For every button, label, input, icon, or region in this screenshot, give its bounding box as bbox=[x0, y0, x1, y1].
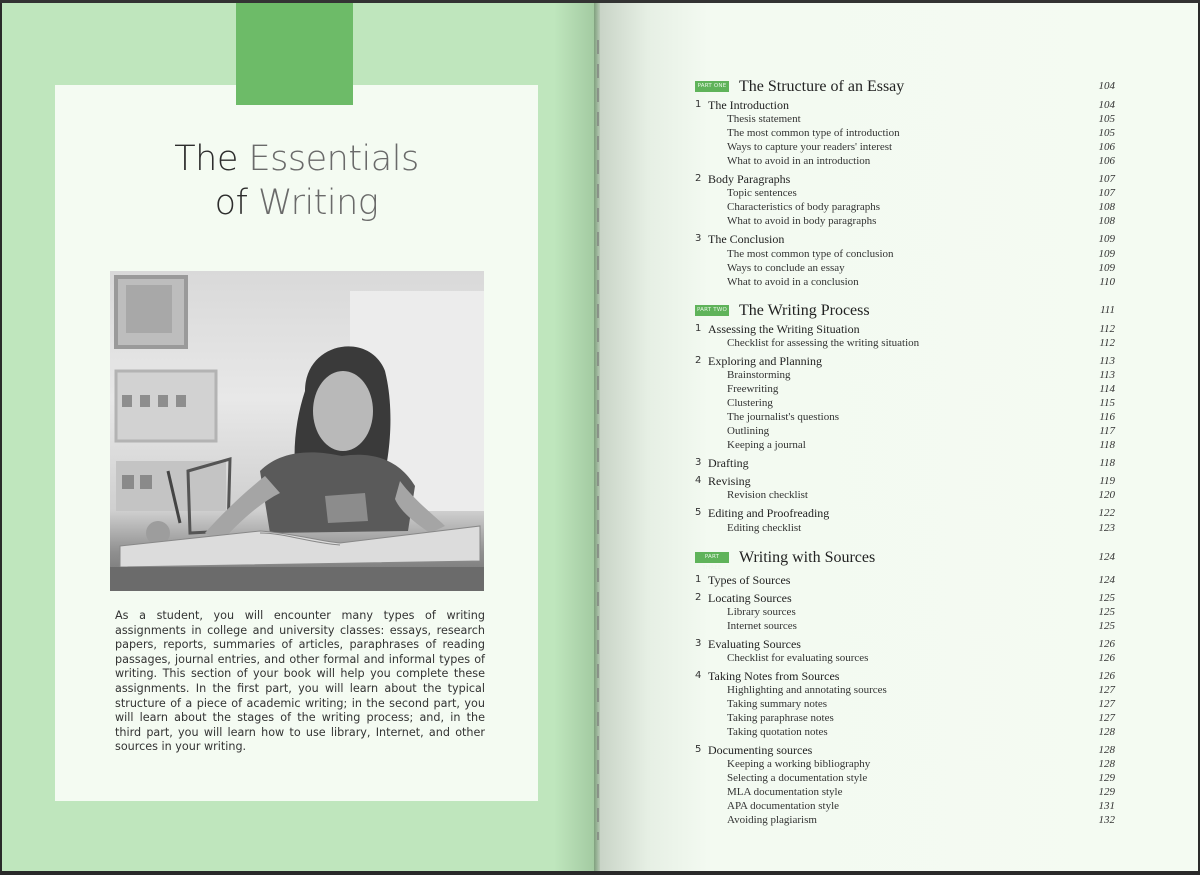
subsection-title: What to avoid in a conclusion bbox=[727, 275, 859, 288]
page-number: 127 bbox=[1098, 712, 1115, 725]
page-number: 128 bbox=[1098, 726, 1115, 739]
page-number: 116 bbox=[1099, 410, 1115, 423]
toc-subsection[interactable] bbox=[695, 410, 1115, 424]
student-writing-photo bbox=[110, 271, 484, 591]
page-number: 123 bbox=[1098, 521, 1115, 534]
page-number: 125 bbox=[1098, 619, 1115, 632]
intro-paragraph: As a student, you will encounter many types of writing assignments in college and university classes: essays, research papers, reports, summaries of articles, paraphrases of reading passages, journal entries, and other formal and informal types of writing. This section of your book will help you complete these assignments. In the first part, you will learn about the typical structure of a piece of academic writing; in the second part, you will learn about the stages of the writing process; and, in the third part, you will learn how to use library, Internet, and other sources in your writing. bbox=[115, 609, 485, 754]
subsection-title: Selecting a documentation style bbox=[727, 772, 868, 785]
toc-subsection[interactable] bbox=[695, 651, 1115, 665]
subsection-title: Avoiding plagiarism bbox=[727, 814, 817, 827]
toc-subsection[interactable] bbox=[695, 396, 1115, 410]
page-number: 108 bbox=[1098, 201, 1115, 214]
subsection-title: Brainstorming bbox=[727, 368, 791, 381]
chapter-number: 3 bbox=[695, 456, 702, 468]
toc-subsection[interactable] bbox=[695, 799, 1115, 813]
page-number: 114 bbox=[1099, 382, 1115, 395]
chapter-title: Revising bbox=[708, 474, 751, 489]
title-word: Writing bbox=[258, 183, 379, 223]
chapter-title: Locating Sources bbox=[708, 590, 792, 605]
page-number: 122 bbox=[1098, 507, 1115, 520]
page-number: 119 bbox=[1099, 475, 1115, 488]
toc-chapter[interactable] bbox=[695, 354, 1115, 368]
toc-subsection[interactable] bbox=[695, 200, 1115, 214]
toc-subsection[interactable] bbox=[695, 521, 1115, 535]
page-number: 128 bbox=[1098, 744, 1115, 757]
page-number: 118 bbox=[1099, 456, 1115, 469]
toc-subsection[interactable] bbox=[695, 112, 1115, 126]
toc-subsection[interactable] bbox=[695, 757, 1115, 771]
page-number: 113 bbox=[1099, 354, 1115, 367]
subsection-title: Taking paraphrase notes bbox=[727, 712, 834, 725]
toc-subsection[interactable] bbox=[695, 711, 1115, 725]
subsection-title: APA documentation style bbox=[727, 800, 840, 813]
chapter-number: 2 bbox=[695, 173, 702, 185]
page-number: 126 bbox=[1098, 652, 1115, 665]
page-number: 131 bbox=[1098, 800, 1115, 813]
subsection-title: Checklist for evaluating sources bbox=[727, 652, 869, 665]
page-number: 127 bbox=[1098, 698, 1115, 711]
chapter-title: Drafting bbox=[708, 455, 749, 470]
page-number: 128 bbox=[1098, 758, 1115, 771]
part-badge: PART THREE bbox=[695, 552, 729, 563]
chapter-title: Body Paragraphs bbox=[708, 172, 791, 187]
page-number: 104 bbox=[1098, 80, 1115, 92]
subsection-title: Thesis statement bbox=[727, 113, 801, 126]
chapter-number: 4 bbox=[695, 475, 702, 487]
subsection-title: Outlining bbox=[727, 424, 770, 437]
page-number: 105 bbox=[1098, 113, 1115, 126]
page-number: 110 bbox=[1099, 275, 1115, 288]
green-tab-decoration bbox=[236, 3, 353, 105]
subsection-title: The most common type of introduction bbox=[727, 127, 900, 140]
page-number: 132 bbox=[1098, 814, 1115, 827]
part-title: Writing with Sources bbox=[739, 548, 876, 566]
section-title bbox=[55, 137, 538, 225]
page-number: 125 bbox=[1098, 591, 1115, 604]
subsection-title: Revision checklist bbox=[727, 489, 808, 502]
toc-subsection[interactable] bbox=[695, 368, 1115, 382]
page-number: 104 bbox=[1098, 99, 1115, 111]
page-number: 111 bbox=[1100, 303, 1115, 316]
subsection-title: Keeping a journal bbox=[727, 438, 806, 451]
page-number: 127 bbox=[1098, 684, 1115, 697]
subsection-title: Taking quotation notes bbox=[727, 726, 828, 739]
page-number: 109 bbox=[1098, 233, 1115, 246]
toc-subsection[interactable] bbox=[695, 154, 1115, 168]
chapter-number: 2 bbox=[695, 591, 702, 603]
toc-chapter[interactable] bbox=[695, 456, 1115, 470]
chapter-title: Exploring and Planning bbox=[708, 353, 822, 368]
right-page bbox=[600, 3, 1198, 871]
chapter-number: 3 bbox=[695, 233, 702, 245]
subsection-title: Clustering bbox=[727, 396, 773, 409]
toc-subsection[interactable] bbox=[695, 140, 1115, 154]
toc-subsection[interactable] bbox=[695, 785, 1115, 799]
toc-part[interactable] bbox=[695, 300, 1115, 322]
subsection-title: Highlighting and annotating sources bbox=[727, 684, 887, 697]
toc-subsection[interactable] bbox=[695, 619, 1115, 633]
toc-part[interactable] bbox=[695, 547, 1115, 569]
title-word: Essentials bbox=[248, 139, 419, 179]
toc-subsection[interactable] bbox=[695, 683, 1115, 697]
part-title: The Structure of an Essay bbox=[739, 78, 905, 95]
chapter-number: 5 bbox=[695, 507, 702, 519]
toc-chapter[interactable] bbox=[695, 232, 1115, 246]
toc-chapter[interactable] bbox=[695, 573, 1115, 587]
toc-subsection[interactable] bbox=[695, 424, 1115, 438]
page-number: 109 bbox=[1098, 261, 1115, 274]
subsection-title: Ways to conclude an essay bbox=[727, 261, 845, 274]
chapter-title: Editing and Proofreading bbox=[708, 506, 830, 521]
subsection-title: The most common type of conclusion bbox=[727, 247, 894, 260]
page-number: 124 bbox=[1098, 550, 1115, 563]
subsection-title: What to avoid in body paragraphs bbox=[727, 215, 877, 228]
part-badge: PART TWO bbox=[695, 305, 729, 316]
subsection-title: Taking summary notes bbox=[727, 698, 828, 711]
title-word: The bbox=[174, 139, 249, 179]
toc-subsection[interactable] bbox=[695, 247, 1115, 261]
toc-subsection[interactable] bbox=[695, 126, 1115, 140]
white-panel bbox=[55, 85, 538, 801]
left-page bbox=[2, 3, 594, 871]
toc-subsection[interactable] bbox=[695, 725, 1115, 739]
toc-part[interactable] bbox=[695, 76, 1115, 98]
subsection-title: Freewriting bbox=[727, 382, 779, 395]
toc-chapter[interactable] bbox=[695, 743, 1115, 757]
toc-subsection[interactable] bbox=[695, 697, 1115, 711]
chapter-title: Documenting sources bbox=[708, 743, 813, 758]
subsection-title: MLA documentation style bbox=[727, 786, 843, 799]
toc-chapter[interactable] bbox=[695, 98, 1115, 112]
chapter-title: The Conclusion bbox=[708, 232, 785, 247]
page-number: 106 bbox=[1098, 141, 1115, 154]
subsection-title: Topic sentences bbox=[727, 187, 797, 200]
toc-subsection[interactable] bbox=[695, 771, 1115, 785]
page-number: 118 bbox=[1099, 438, 1115, 451]
toc-chapter[interactable] bbox=[695, 506, 1115, 520]
toc-chapter[interactable] bbox=[695, 669, 1115, 683]
chapter-number: 3 bbox=[695, 637, 702, 649]
toc-subsection[interactable] bbox=[695, 336, 1115, 350]
table-of-contents bbox=[695, 76, 1115, 827]
chapter-number: 1 bbox=[695, 99, 702, 110]
toc-subsection[interactable] bbox=[695, 186, 1115, 200]
toc-chapter[interactable] bbox=[695, 172, 1115, 186]
subsection-title: Characteristics of body paragraphs bbox=[727, 201, 881, 214]
part-badge: PART ONE bbox=[695, 81, 729, 92]
toc-subsection[interactable] bbox=[695, 261, 1115, 275]
page-number: 129 bbox=[1098, 786, 1115, 799]
toc-subsection[interactable] bbox=[695, 488, 1115, 502]
toc-subsection[interactable] bbox=[695, 605, 1115, 619]
chapter-number: 2 bbox=[695, 354, 702, 366]
chapter-title: The Introduction bbox=[708, 98, 789, 112]
subsection-title: What to avoid in an introduction bbox=[727, 155, 871, 168]
toc-chapter[interactable] bbox=[695, 591, 1115, 605]
page-number: 106 bbox=[1098, 155, 1115, 168]
chapter-title: Assessing the Writing Situation bbox=[708, 321, 860, 336]
toc-subsection[interactable] bbox=[695, 214, 1115, 228]
page-number: 120 bbox=[1098, 489, 1115, 502]
chapter-number: 1 bbox=[695, 573, 702, 585]
page-number: 126 bbox=[1098, 637, 1115, 650]
subsection-title: The journalist's questions bbox=[727, 410, 839, 423]
toc-subsection[interactable] bbox=[695, 275, 1115, 289]
subsection-title: Checklist for assessing the writing situation bbox=[727, 336, 920, 349]
page-number: 117 bbox=[1099, 424, 1115, 437]
toc-subsection[interactable] bbox=[695, 438, 1115, 452]
toc-chapter[interactable] bbox=[695, 322, 1115, 336]
page-number: 112 bbox=[1099, 322, 1115, 335]
toc-subsection[interactable] bbox=[695, 382, 1115, 396]
chapter-title: Taking Notes from Sources bbox=[708, 669, 840, 684]
binding-stitch bbox=[597, 40, 599, 840]
toc-chapter[interactable] bbox=[695, 474, 1115, 488]
subsection-title: Editing checklist bbox=[727, 521, 802, 534]
subsection-title: Ways to capture your readers' interest bbox=[727, 141, 893, 154]
page-number: 115 bbox=[1099, 396, 1115, 409]
toc-chapter[interactable] bbox=[695, 637, 1115, 651]
chapter-title: Evaluating Sources bbox=[708, 636, 801, 651]
page-number: 105 bbox=[1098, 127, 1115, 140]
photo-illustration bbox=[110, 271, 484, 591]
subsection-title: Keeping a working bibliography bbox=[727, 758, 871, 771]
page-number: 109 bbox=[1098, 247, 1115, 260]
page-number: 112 bbox=[1099, 336, 1115, 349]
toc-subsection[interactable] bbox=[695, 813, 1115, 827]
page-number: 126 bbox=[1098, 670, 1115, 683]
page-number: 108 bbox=[1098, 215, 1115, 228]
page-number: 125 bbox=[1098, 605, 1115, 618]
page-number: 107 bbox=[1098, 173, 1115, 186]
page-number: 124 bbox=[1098, 573, 1115, 586]
chapter-number: 1 bbox=[695, 322, 702, 334]
chapter-title: Types of Sources bbox=[708, 572, 791, 587]
chapter-number: 4 bbox=[695, 670, 702, 682]
page-number: 113 bbox=[1099, 368, 1115, 381]
title-word: of bbox=[214, 183, 259, 223]
subsection-title: Internet sources bbox=[727, 619, 797, 632]
page-number: 107 bbox=[1098, 187, 1115, 200]
part-title: The Writing Process bbox=[739, 301, 870, 319]
chapter-number: 5 bbox=[695, 744, 702, 756]
subsection-title: Library sources bbox=[727, 605, 796, 618]
page-number: 129 bbox=[1098, 772, 1115, 785]
